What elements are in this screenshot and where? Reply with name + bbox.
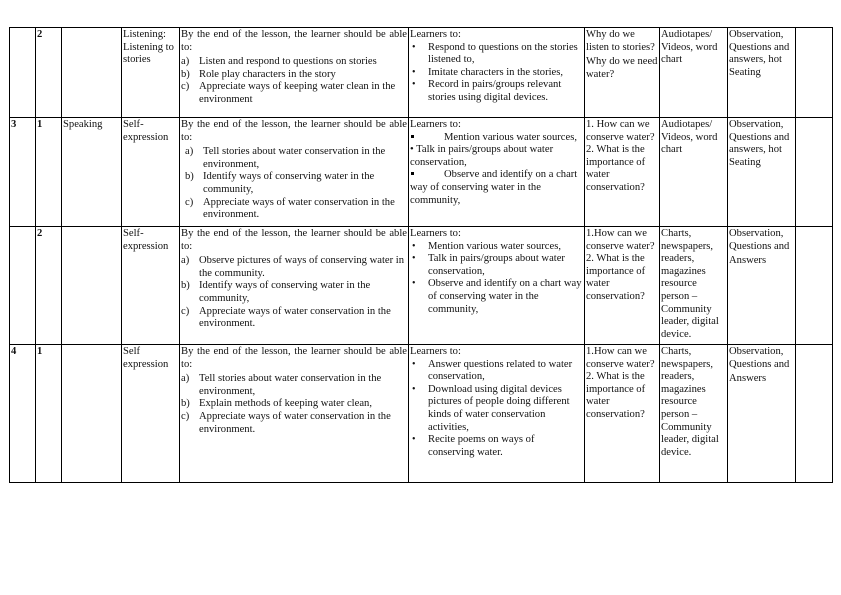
experiences-intro: Learners to: — [410, 29, 461, 40]
strand-cell — [62, 345, 122, 483]
outcome-item: a) Observe pictures of ways of conserving water in the community. — [181, 255, 405, 279]
assessment-cell — [728, 227, 796, 345]
learning-outcomes-cell — [180, 345, 409, 483]
learning-experiences-cell — [409, 345, 585, 483]
assessment-text: Observation, Questions and answers, hot — [729, 119, 790, 156]
strand-cell — [62, 227, 122, 345]
outcome-item: a) Tell stories about water conservation in the environment, — [185, 146, 386, 170]
experience-item: • Download using digital devices pictures of people doing different kinds of water conservation activities, — [410, 384, 583, 434]
outcome-item: b) Role play characters in the story — [181, 68, 336, 80]
experiences-intro: Learners to: — [410, 228, 461, 239]
outcome-item: c) Appreciate ways of water conservation in the environment. — [181, 305, 391, 330]
key-inquiry-cell — [585, 345, 660, 483]
key-inquiry-cell — [585, 28, 660, 118]
experience-item: Observe and identify on a chart way of conserving water in the community, — [410, 169, 578, 206]
inquiry-question: Why do we need water? — [586, 56, 658, 80]
lesson-cell: 2 — [36, 227, 62, 345]
reflection-cell — [796, 118, 833, 227]
experience-item: • Respond to questions on the stories listened to, — [410, 42, 583, 67]
outcome-item: b) Identify ways of conserving water in the community, — [181, 280, 371, 304]
experience-item: • Imitate characters in the stories, — [410, 67, 583, 80]
lesson-cell: 1 — [36, 118, 62, 227]
experience-item: • Recite poems on ways of conserving water. — [410, 434, 583, 459]
outcome-item: a) Listen and respond to questions on stories — [181, 56, 377, 68]
key-inquiry-cell — [585, 227, 660, 345]
learning-experiences-cell — [409, 28, 585, 118]
scheme-of-work-table — [9, 27, 833, 483]
outcomes-intro: By the end of the lesson, the learner should be able to: — [181, 228, 407, 252]
resources-cell: Charts, newspapers, readers, magazines resource person – Community leader, digital device. — [660, 345, 728, 483]
outcome-item: b) Explain methods of keeping water clean, — [181, 398, 372, 410]
reflection-cell — [796, 227, 833, 345]
outcome-item: c) Appreciate ways of keeping water clean in the environment — [181, 81, 396, 105]
resources-cell: Audiotapes/ Videos, word chart — [660, 118, 728, 227]
learning-outcomes-cell — [180, 227, 409, 345]
outcome-item: c) Appreciate ways of water conservation in the environment. — [185, 196, 395, 221]
assessment-text: Observation, Questions and answers, hot — [729, 29, 790, 66]
outcomes-intro: By the end of the lesson, the learner should be able to: — [181, 29, 407, 53]
week-cell: 4 — [10, 345, 36, 483]
assessment-text: Answers — [729, 255, 767, 267]
strand-cell — [62, 28, 122, 118]
learning-outcomes-cell — [180, 118, 409, 227]
assessment-text: Observation, Questions and — [729, 228, 790, 252]
inquiry-question: 1.How can we conserve water? — [586, 346, 655, 370]
square-bullet-icon — [411, 172, 414, 175]
sub-strand-cell: Self-expression — [122, 118, 180, 227]
experience-item: • Record in pairs/groups relevant stories using digital devices. — [410, 79, 583, 104]
assessment-text: Seating — [729, 66, 761, 78]
resources-cell: Audiotapes/ Videos, word chart — [660, 28, 728, 118]
week-cell — [10, 28, 36, 118]
outcome-item: a) Tell stories about water conservation in the environment, — [181, 373, 382, 397]
assessment-cell — [728, 28, 796, 118]
sub-strand-cell: Listening: Listening to stories — [122, 28, 180, 118]
week-cell — [10, 227, 36, 345]
lesson-cell: 2 — [36, 28, 62, 118]
sub-strand-cell: Self-expression — [122, 227, 180, 345]
assessment-text: Answers — [729, 373, 767, 385]
learning-experiences-cell — [409, 227, 585, 345]
key-inquiry-cell: 1. How can we conserve water? 2. What is the importance of water conservation? — [585, 118, 660, 227]
outcome-item: c) Appreciate ways of water conservation in the environment. — [181, 410, 391, 435]
experiences-intro: Learners to: — [410, 119, 461, 130]
table-row — [10, 345, 833, 483]
reflection-cell — [796, 345, 833, 483]
table-row — [10, 28, 833, 118]
outcomes-intro: By the end of the lesson, the learner should be able to: — [181, 119, 407, 143]
table-row — [10, 227, 833, 345]
sub-strand-cell: Self expression — [122, 345, 180, 483]
learning-outcomes-cell — [180, 28, 409, 118]
outcomes-intro: By the end of the lesson, the learner should be able to: — [181, 346, 407, 370]
experience-item: • Mention various water sources, — [410, 241, 583, 254]
assessment-text: Seating — [729, 156, 761, 168]
experience-item: • Observe and identify on a chart way of conserving water in the community, — [410, 278, 583, 316]
reflection-cell — [796, 28, 833, 118]
inquiry-question: 2. What is the importance of water conservation? — [586, 371, 646, 420]
experiences-intro: Learners to: — [410, 346, 461, 357]
assessment-text: Observation, Questions and — [729, 346, 790, 370]
inquiry-question: 2. What is the importance of water conservation? — [586, 253, 646, 302]
table-row — [10, 118, 833, 227]
resources-cell: Charts, newspapers, readers, magazines resource person – Community leader, digital device. — [660, 227, 728, 345]
experience-item: Mention various water sources, • Talk in pairs/groups about water conservation, — [410, 131, 577, 168]
outcome-item: b) Identify ways of conserving water in the community, — [185, 171, 375, 195]
assessment-cell — [728, 345, 796, 483]
assessment-cell — [728, 118, 796, 227]
experience-item: • Talk in pairs/groups about water conservation, — [410, 253, 583, 278]
inquiry-question: Why do we listen to stories? — [586, 29, 655, 53]
week-cell: 3 — [10, 118, 36, 227]
experience-item: • Answer questions related to water conservation, — [410, 359, 583, 384]
learning-experiences-cell — [409, 118, 585, 227]
inquiry-question: 1.How can we conserve water? — [586, 228, 655, 252]
square-bullet-icon — [411, 135, 414, 138]
lesson-cell: 1 — [36, 345, 62, 483]
strand-cell: Speaking — [62, 118, 122, 227]
